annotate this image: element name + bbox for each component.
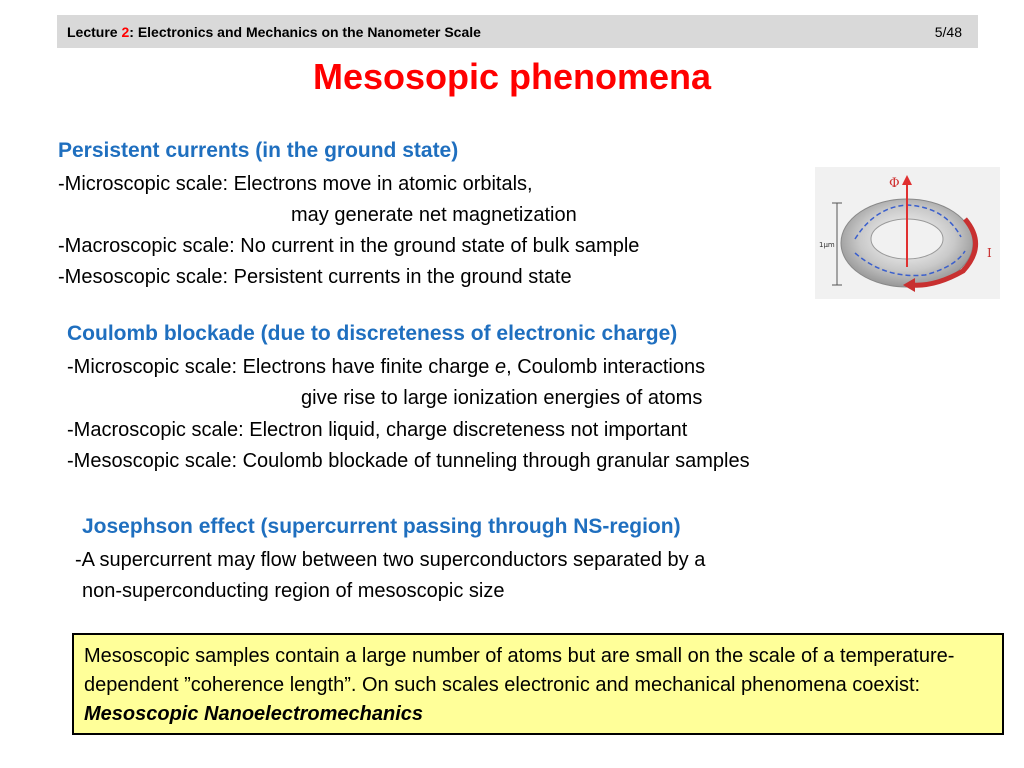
section2-line-3: -Macroscopic scale: Electron liquid, charge discreteness not important xyxy=(67,419,688,441)
section1-line-4: -Mesoscopic scale: Persistent currents in the ground state xyxy=(58,266,572,288)
section3-line-1: -A supercurrent may flow between two superconductors separated by a xyxy=(75,549,706,571)
slide-title: Mesosopic phenomena xyxy=(312,56,712,97)
current-label: I xyxy=(987,246,992,260)
flux-label: Φ xyxy=(889,176,900,191)
lecture-number: 2 xyxy=(121,24,130,40)
section3-line-2: non-superconducting region of mesoscopic size xyxy=(82,580,505,602)
section2-line-2: give rise to large ionization energies of atoms xyxy=(301,387,703,409)
persistent-current-ring-illustration xyxy=(815,167,1000,299)
lecture-title: Lecture 2: Electronics and Mechanics on the Nanometer Scale xyxy=(67,24,481,40)
scale-label: 1μm xyxy=(819,241,835,249)
page-number: 5/48 xyxy=(934,24,962,40)
section1-line-2: may generate net magnetization xyxy=(291,204,577,226)
josephson-effect-heading: Josephson effect (supercurrent passing through NS-region) xyxy=(82,515,681,538)
section1-line-3: -Macroscopic scale: No current in the ground state of bulk sample xyxy=(58,235,640,257)
summary-box: Mesoscopic samples contain a large number of atoms but are small on the scale of a temperature-dependent ”coherence length”. On such scales electronic and mechanical phenomena coexist: Mesoscopic Nanoelectromechanics xyxy=(72,633,1004,735)
section1-line-1: -Microscopic scale: Electrons move in atomic orbitals, xyxy=(58,173,533,195)
torus-figure xyxy=(815,167,1000,299)
section2-line-1: -Microscopic scale: Electrons have finite charge e, Coulomb interactions xyxy=(67,356,706,378)
charge-symbol: e xyxy=(494,356,507,378)
summary-emphasis: Mesoscopic Nanoelectromechanics xyxy=(84,703,424,725)
coulomb-blockade-heading: Coulomb blockade (due to discreteness of electronic charge) xyxy=(67,322,678,345)
persistent-currents-heading: Persistent currents (in the ground state) xyxy=(58,139,459,162)
section2-line-4: -Mesoscopic scale: Coulomb blockade of tunneling through granular samples xyxy=(67,450,750,472)
slide-header xyxy=(57,15,978,48)
